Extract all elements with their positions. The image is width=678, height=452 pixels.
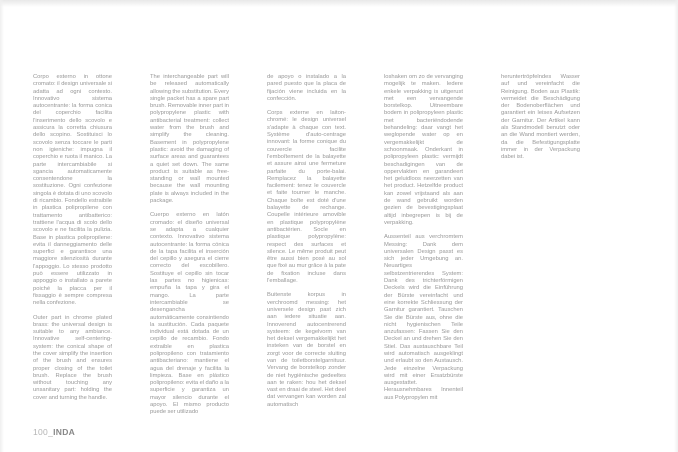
paragraph-french: Corps externe en laiton-chromé: le design universel s'adapte à chaque con text. Système d'auto-centrage innovant: la forme conique du couvercle facilite l'emboîtement de la balayette et assure ainsi une fermeture parfaite du porte-balai. Remplacez la balayette facilement: tenez le couvercle et faite tourner le manche. Chaque boîte est doté d'une balayette de rechange. Coupelle intérieure amovible en plastique polypropylène antibactérien. Socle en plastique polypropylène: respect des surfaces et silence. Le même produit peut être aussi bien posé au sol que fixé au mur grâce à la pate de fixation incluse dans l'emballage. [267, 110, 346, 285]
page-footer [33, 427, 75, 437]
paragraph-german-2: heruntertröpfelndes Wasser auf und vereinfacht die Reinigung. Boden aus Plastik: vermeidet die Beschädigung der Bodenoberflächen und garantiert ein leises Aufsetzen der Garnitur. Der Artikel kann als Standmodell benutzt oder an die Wand montiert werden, da die Befestigungsplatte immer in der Verpackung dabei ist. [501, 74, 580, 161]
page-edge-shading-left [0, 0, 4, 452]
paragraph-english-2: The interchangeable part will be released automatically allowing the substitution. Every single packet has a spare part brush. Removable inner part in polypropylene plastic with antibacterial treatment: collect water from the brush and simplify the cleaning. Basement in polypropylene plastic: avoid the damaging of surface areas and guarantees a quiet set down. The same product is suitable as free- standing or wall mounted because the wall mounting plate is always included in the package. [150, 74, 229, 205]
paragraph-dutch-2: loshaken om zo de vervanging mogelijk te maken. Iedere enkele verpakking is uitgerust met een vervangende borstelkop. Uitneembare bodem in polipropyleen plastic met bacteriëndodende behandeling: daar vangt het weglopende water op en vergemakkelijkt de schoonmaak. Onderkant in polipropyleen plastic: vermijdt beschadigingen van de oppervlakten en garandeert het geluidloos neerzetten van het product. Hetzelfde product kan zowel vrijstaand als aan de wand gebruikt worden gezien de bevestigingsplaat altijd inbegrepen is bij de verpakking. [384, 74, 463, 226]
text-column-1 [33, 74, 112, 424]
text-column-4 [384, 74, 463, 424]
text-column-2 [150, 74, 229, 424]
text-column-3 [267, 74, 346, 424]
text-columns [33, 74, 580, 424]
page-edge-shading-right [674, 0, 678, 452]
paragraph-spanish-1: Cuerpo externo en latón cromado: el diseño universal se adapta a cualquier contexto. Innovativo sistema autocentrante: la forma cónica de la tapa facilita el inserción del cepillo y asegura el cierre correcto del escobillero. Sostituye el cepillo sin tocar las partes no higienicas: empuña la tapa y gira el mango. La parte intercambiable se desengancha automáticamente consintiendo la sustitución. Cada paquete individual está dotada de un cepillo de recambio. Fondo extraible en plastica polipropileno con tratamiento antibacteriano: mantiene el agua del drenaje y facilita la limpieza. Base en plástico polipropileno: evita el daño a la superficie y garantiza un mayor silencio durante el apoyo. El mismo producto puede ser utilizado [150, 212, 229, 416]
paragraph-dutch-1: Buitenste korpus in verchroomd messing: het universele design past zich aan iedere situatie aan. Innoverend autocentrerend systeem: de kegelvorm van het deksel vergemakkelijkt het insteken van de borstel en zorgt voor de correcte sluiting van de toiletborstelgarnituur. Vervang de borstelkop zonder de niet hygiënische gedeeltes aan te raken: hou het deksel vast en draai de steel. Het deel dat vervangen kan worden zal automatisch [267, 292, 346, 408]
page-edge-shading-top [0, 0, 678, 7]
paragraph-german-1: Aussenteil aus verchromtem Messing: Dank dem universalen Design passt es sich jeder Umgebung an. Neuartiges selbstzentrierendes System: Dank des trichterförmigen Deckels wird die Einführung der Bürste vereinfacht und eine korrekte Schliessung der Garnitur garantiert. Tauschen Sie die Bürste aus, ohne die nicht hygienischen Teile anzufassen: Fassen Sie den Deckel an und drehen Sie den Stiel. Das austauschbare Teil wird automatisch ausgeklingt und erlaubt so den Austausch. Jede einzelne Verpackung wird mit einer Ersatzbürste ausgestattet. Herausnehmbares Innenteil aus Polypropylen mit [384, 234, 463, 401]
paragraph-italian: Corpo esterno in ottone cromato: il design universale si adatta ad ogni contesto. Innovativo sistema autocentrante: la forma conica del coperchio facilita l'inserimento dello scovolo e assicura la corretta chiusura dello scopino. Sostituisci lo scovolo senza toccare le parti non igieniche: impugna il coperchio e ruota il manico. La parte intercambiabile si sgancia automaticamente consentendone la sostituzione. Ogni confezione singola è dotata di uno scovolo di ricambio. Fondello estraibile in plastica polipropilene con trattamento antibatterico: trattiene l'acqua di scolo dello scovolo e ne facilita la pulizia. Base in plastica polipropilene: evita il danneggiamento delle superfici e garantisce una maggiore silenziosità durante l'appoggio. Lo stesso prodotto può essere utilizzato in appoggio o installato a parete poiché la placca per il fissaggio è sempre compresa nella confezione. [33, 74, 112, 307]
paragraph-english-1: Outer part in chrome plated brass: the universal design is suitable to any ambiance. Innovative self-centering-system: the conical shape of the cover simplify the insertion of the brush and ensures proper closing of the toilet brush. Replace the brush without touching any unsanitary part: holding the cover and turning the handle. [33, 314, 112, 401]
paragraph-spanish-2: de apoyo o instalado a la pared puesto que la placa de fijación viene incluida en la confección. [267, 74, 346, 102]
brand-logo: INDA [53, 427, 76, 437]
page-number: 100_ [33, 427, 54, 437]
text-column-5 [501, 74, 580, 424]
